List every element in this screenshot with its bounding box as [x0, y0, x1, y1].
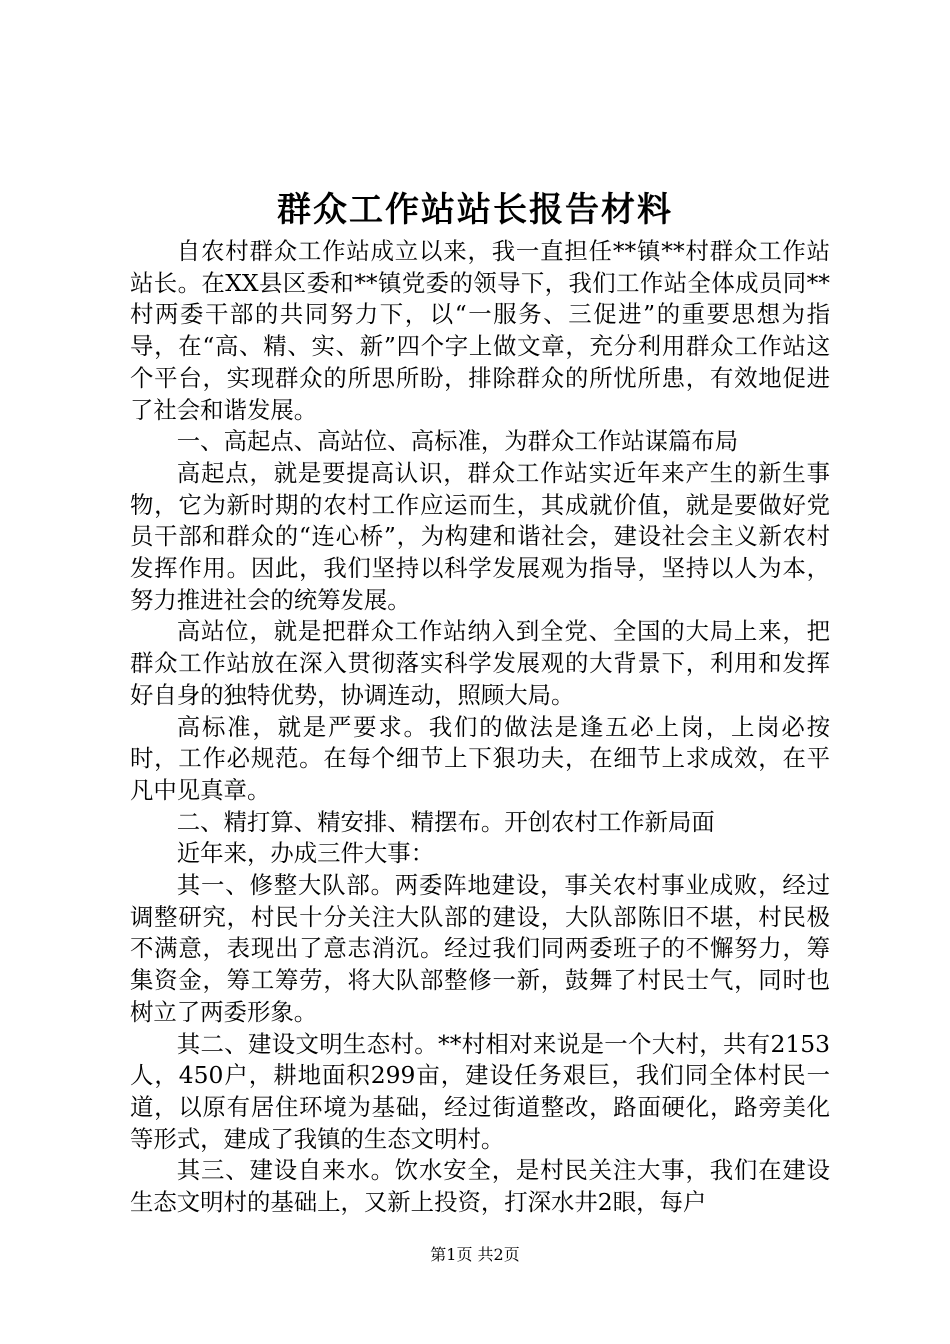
document-body	[130, 236, 830, 1219]
section-heading-1: 一、高起点、高站位、高标准，为群众工作站谋篇布局	[176, 427, 739, 456]
paragraph-item-2: 其二、建设文明生态村。**村相对来说是一个大村，共有2153人，450户，耕地面积299亩，建设任务艰巨，我们同全体村民一道，以原有居住环境为基础，经过街道整改，路面硬化，路旁美化等形式，建成了我镇的生态文明村。	[130, 1029, 830, 1153]
paragraph-item-1: 其一、修整大队部。两委阵地建设，事关农村事业成败，经过调整研究，村民十分关注大队部的建设，大队部陈旧不堪，村民极不满意，表现出了意志消沉。经过我们同两委班子的不懈努力，筹集资金，筹工筹劳，将大队部整修一新，鼓舞了村民士气，同时也树立了两委形象。	[130, 871, 830, 1026]
paragraph-item-3: 其三、建设自来水。饮水安全，是村民关注大事，我们在建设生态文明村的基础上，又新上投资，打深水井2眼，每户	[130, 1156, 830, 1217]
paragraph-three-events: 近年来，办成三件大事：	[176, 839, 435, 868]
paragraph-intro: 自农村群众工作站成立以来，我一直担任**镇**村群众工作站站长。在XX县区委和**镇党委的领导下，我们工作站全体成员同**村两委干部的共同努力下，以“一服务、三促进”的重要思想为指导，在“高、精、实、新”四个字上做文章，充分利用群众工作站这个平台，实现群众的所思所盼，排除群众的所忧所患，有效地促进了社会和谐发展。	[130, 237, 830, 424]
paragraph-high-starting-point: 高起点，就是要提高认识，群众工作站实近年来产生的新生事物，它为新时期的农村工作应运而生，其成就价值，就是要做好党员干部和群众的“连心桥”，为构建和谐社会，建设社会主义新农村发挥作用。因此，我们坚持以科学发展观为指导，坚持以人为本，努力推进社会的统筹发展。	[130, 458, 830, 614]
page-number-footer: 第1页 共2页	[430, 1245, 520, 1264]
section-heading-2: 二、精打算、精安排、精摆布。开创农村工作新局面	[176, 807, 715, 836]
paragraph-high-position: 高站位，就是把群众工作站纳入到全党、全国的大局上来，把群众工作站放在深入贯彻落实科学发展观的大背景下，利用和发挥好自身的独特优势，协调连动，照顾大局。	[130, 617, 830, 709]
document-title: 群众工作站站长报告材料	[277, 190, 673, 230]
paragraph-high-standard: 高标准，就是严要求。我们的做法是逢五必上岗，上岗必按时，工作必规范。在每个细节上下狠功夫，在细节上求成效，在平凡中见真章。	[130, 712, 830, 804]
